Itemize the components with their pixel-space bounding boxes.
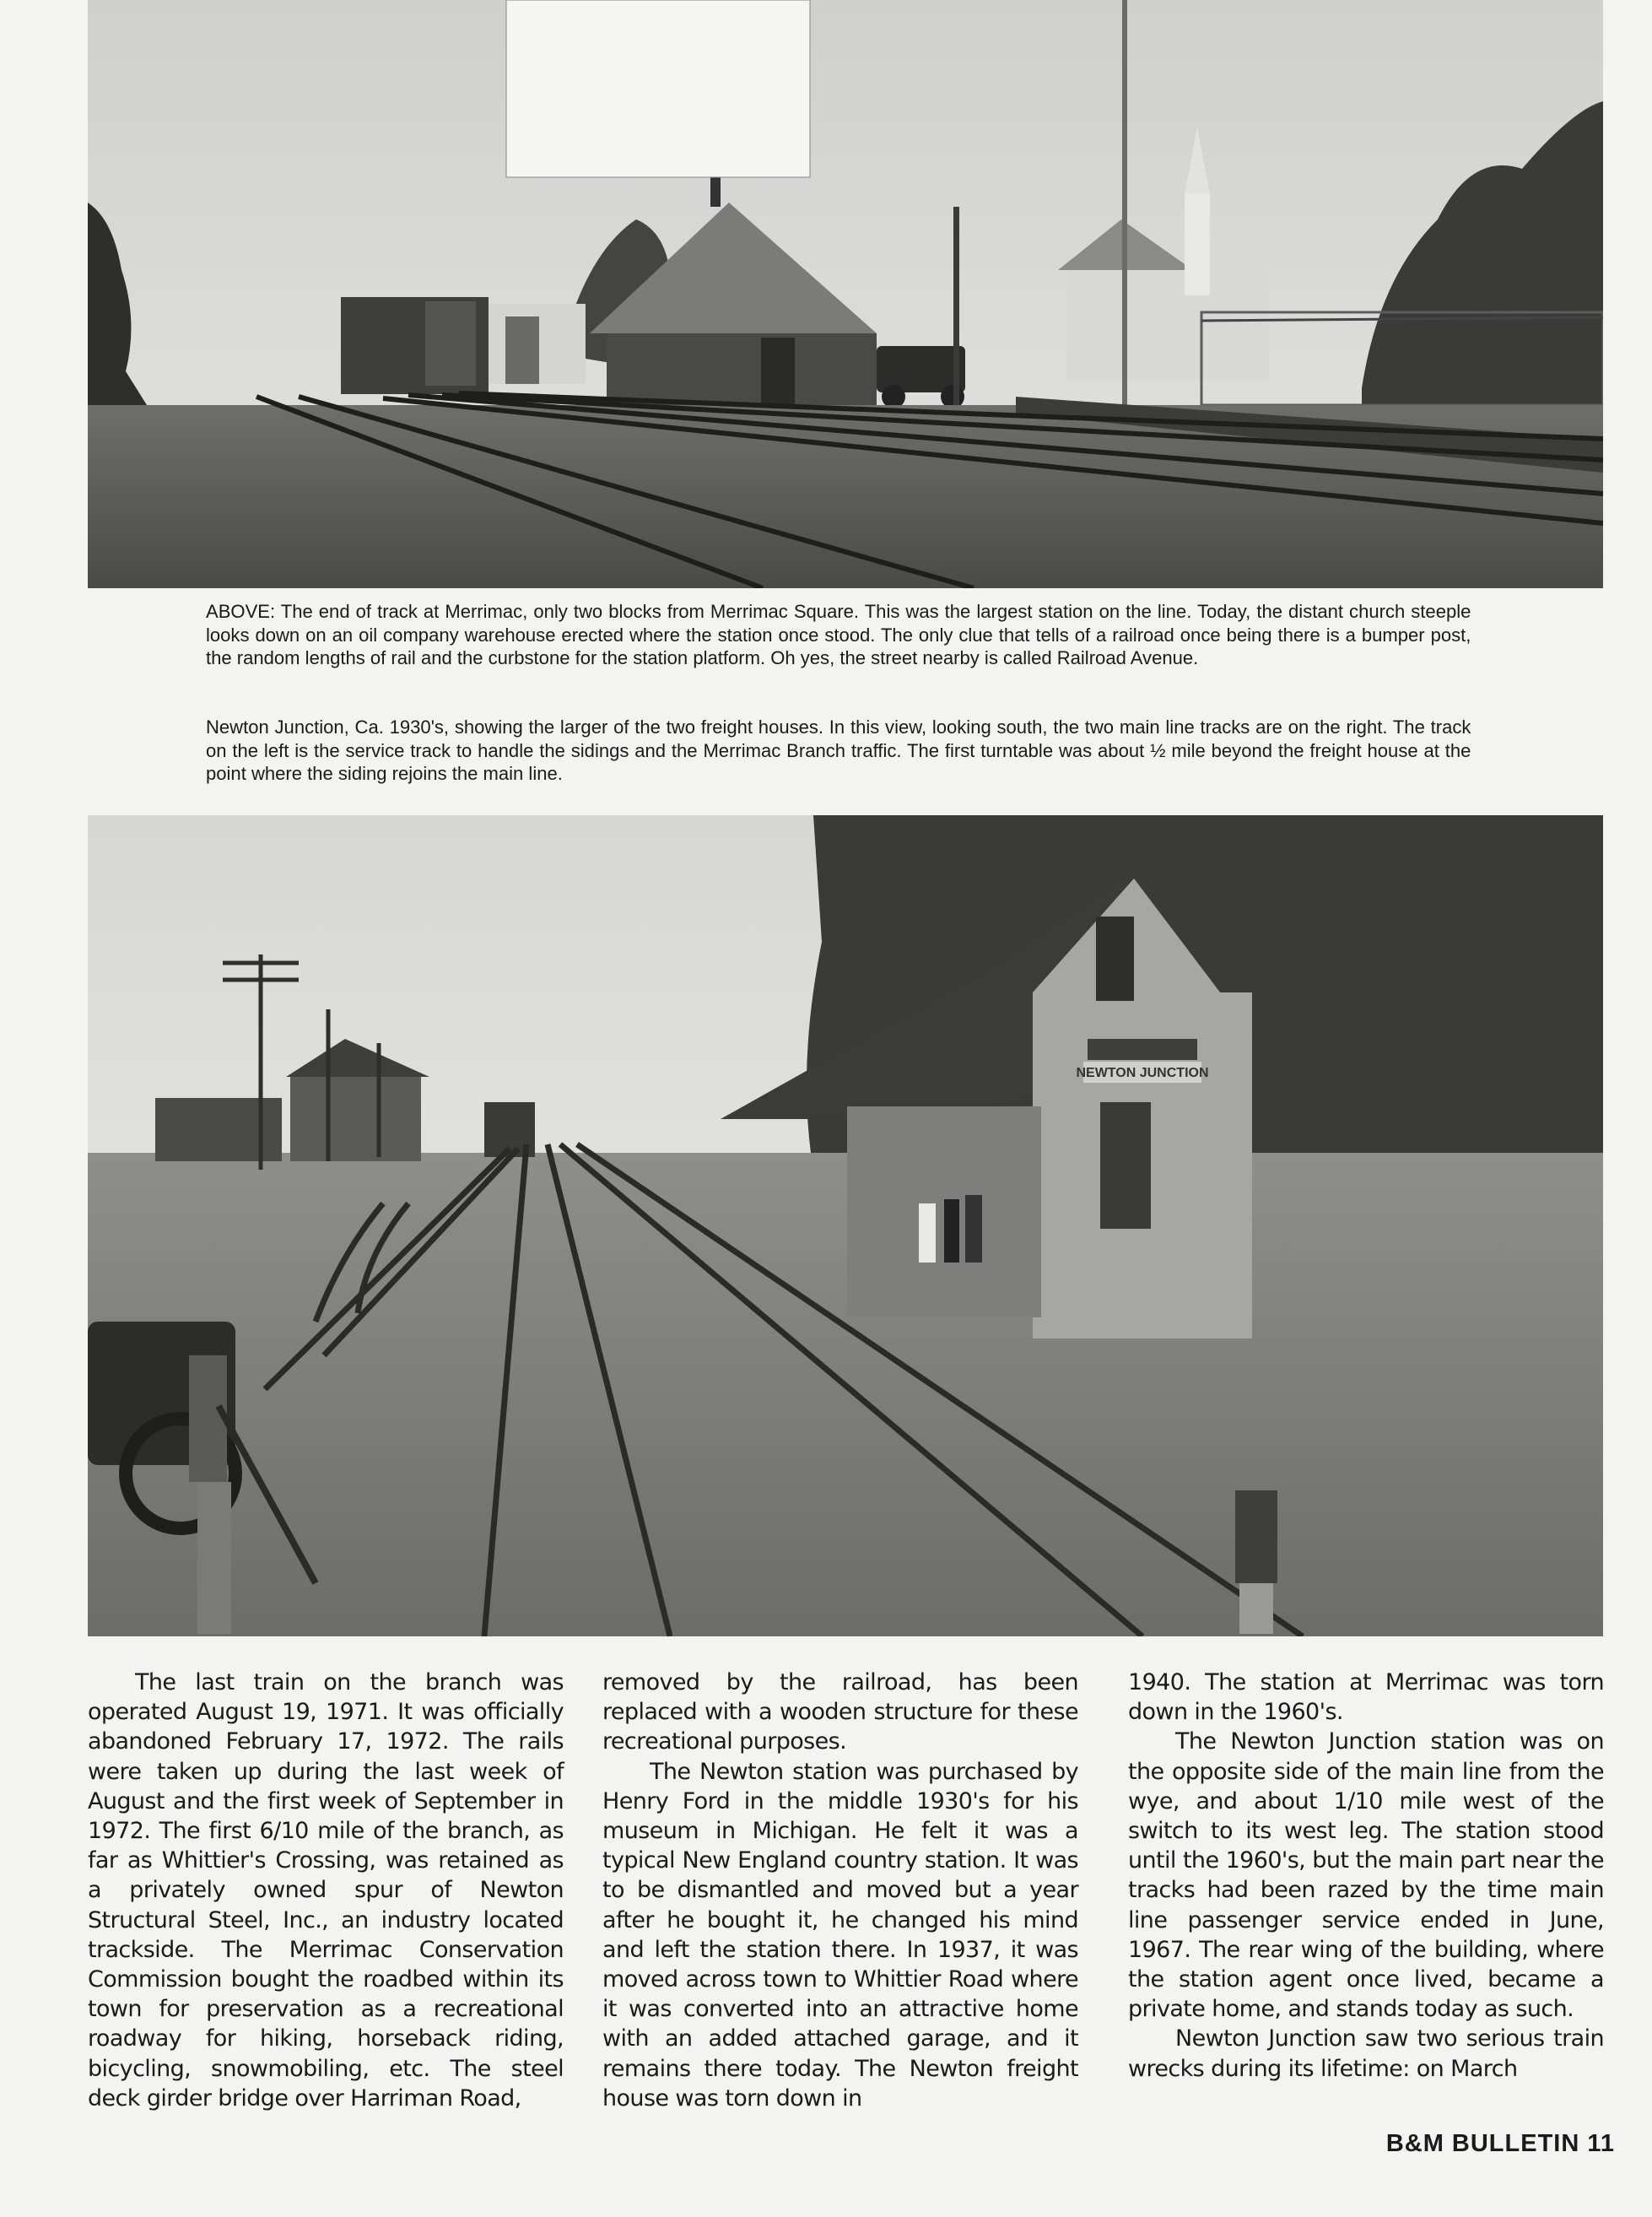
article-paragraph: removed by the railroad, has been replaced with a wooden structure for these recreational purposes. <box>602 1669 1078 1755</box>
article-paragraph: The Newton station was purchased by Henry Ford in the middle 1930's for his museum in Michigan. He felt it was a typical New England country station. It was to be dismantled and moved but a year after he bought it, he changed his mind and left the station there. In 1937, it was moved across town to Whittier Road where it was converted into an attractive home with an added attached garage, and it remains there today. The Newton freight house was torn down in <box>602 1758 1078 2112</box>
ground <box>88 1153 1603 1636</box>
boy-with-pole <box>189 1355 227 1482</box>
upper-window <box>1096 917 1134 1001</box>
article-column-2 <box>602 1668 1078 2113</box>
house <box>1066 270 1269 380</box>
person <box>965 1195 982 1263</box>
merrimac-station-illustration <box>88 0 1603 588</box>
photo-merrimac-station <box>88 0 1603 588</box>
blank-inset <box>506 0 810 177</box>
church-steeple <box>1185 194 1210 295</box>
caption-newton-junction: Newton Junction, Ca. 1930's, showing the larger of the two freight houses. In this view, looking south, the two main line tracks are on the right. The track on the left is the service track to handle the sidings and the Merrimac Branch traffic. The first turntable was about ½ mile beyond the freight house at the point where the siding rejoins the main line. <box>206 716 1471 784</box>
page-folio: B&M BULLETIN 11 <box>1385 2130 1615 2157</box>
station-sign-board <box>1088 1039 1197 1060</box>
article-paragraph: The last train on the branch was operated August 19, 1971. It was officially abandoned February 17, 1972. The rails were taken up during the last week of August and the first week of September in 1972. The first 6/10 mile of the branch, as far as Whittier's Crossing, was retained as a privately owned spur of Newton Structural Steel, Inc., an industry located trackside. The Merrimac Conservation Commission bought the roadbed within its town for preservation as a recreational roadway for hiking, horseback riding, bicycling, snowmobiling, etc. The steel deck girder bridge over Harriman Road, <box>88 1669 564 2112</box>
station-sign-text: NEWTON JUNCTION <box>1076 1066 1209 1080</box>
pole <box>953 207 959 418</box>
article-column-3 <box>1128 1668 1604 2084</box>
pole <box>1122 0 1127 414</box>
article-paragraph: The Newton Junction station was on the opposite side of the main line from the wye, and about 1/10 mile west of the switch to its west leg. The station stood until the 1960's, but the main part near the tracks had been razed by the time main line passenger service ended in June, 1967. The rear wing of the building, where the station agent once lived, became a private home, and stands today as such. <box>1128 1728 1604 2023</box>
article-column-1 <box>88 1668 564 2113</box>
caption-merrimac: ABOVE: The end of track at Merrimac, only two blocks from Merrimac Square. This was the largest station on the line. Today, the distant church steeple looks down on an oil company warehouse erected where the station once stood. The only clue that tells of a railroad once being there is a bumper post, the random lengths of rail and the curbstone for the station platform. Oh yes, the street nearby is called Railroad Avenue. <box>206 601 1471 668</box>
article-paragraph: Newton Junction saw two serious train wrecks during its lifetime: on March <box>1128 2025 1604 2082</box>
freight-house <box>290 1077 421 1161</box>
newton-junction-illustration <box>88 815 1603 1636</box>
door <box>1100 1102 1151 1229</box>
person <box>944 1199 959 1263</box>
person-white-dress <box>919 1203 936 1263</box>
walking-boy <box>1235 1490 1277 1583</box>
photo-newton-junction <box>88 815 1603 1636</box>
article-paragraph: 1940. The station at Merrimac was torn down in the 1960's. <box>1128 1669 1604 1726</box>
